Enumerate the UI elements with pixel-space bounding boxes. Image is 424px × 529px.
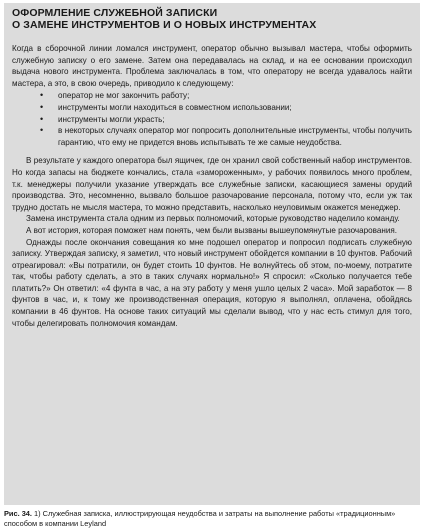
paragraph-story: Однажды после окончания совещания ко мне подошел оператор и попросил подписать служебную записку. Утверждая записку, я заметил, что новый инструмент обойдется компании в 10 фунтов. Рабочий отреагировал: «Вы потратили, он будет стоить 10 фунтов. Не волнуйтесь об этом, по-моему, потратите так, чтобы работу сделать, а это в таких случаях нормально!» Я спросил: «Сколько получается тебе платить?» Он ответил: «4 фунта в час, а на эту работу у меня ушло целых 2 часа». Мой заработок — 8 фунтов в час, и, к тому же производственная операция, которую я выполнял, оплачена, обойдясь компании в 46 фунтов. На основе таких ситуаций мы сделали вывод, что у нас есть стимул для того, чтобы делегировать полномочия командам. — [12, 237, 412, 328]
bullet-item: • инструменты могли украсть; — [40, 114, 412, 126]
paragraph-result: В результате у каждого оператора был ящичек, где он хранил свой собственный набор инструментов. Но когда запасы на бюджете кончались, стала «замороженным», у рабочих появилось много проблем, т.к. менеджеры получили указание утверждать все служебные записки, касающиеся замены орудий производства. Это, несомненно, вызвало большое разочарование персонала, потому что, если уж так трудно достать не мысля мастера, то можно представить, насколько неуловимым окажется менеджер. — [12, 156, 412, 212]
paragraph-story-intro: А вот история, которая поможет нам понять, чем были вызваны вышеупомянутые разочарования. — [26, 225, 397, 235]
caption-text: 1) Служебная записка, иллюстрирующая неудобства и затраты на выполнение работы «традиционным» способом в компании Leyland — [4, 509, 396, 528]
sidebar-box — [4, 3, 420, 505]
bullet-list — [12, 90, 412, 148]
figure-caption — [4, 509, 420, 528]
bullet-item: • оператор не мог закончить работу; — [40, 90, 412, 102]
box-heading — [12, 7, 412, 31]
bullet-item: • в некоторых случаях оператор мог попросить дополнительные инструменты, чтобы получить гарантию, что ему не придется вновь испытывать те же самые неудобства. — [40, 125, 412, 148]
heading-line-2: О ЗАМЕНЕ ИНСТРУМЕНТОВ И О НОВЫХ ИНСТРУМЕНТАХ — [12, 19, 317, 31]
heading-line-1: ОФОРМЛЕНИЕ СЛУЖЕБНОЙ ЗАПИСКИ — [12, 7, 218, 19]
bullet-item: • инструменты могли находиться в совместном использовании; — [40, 102, 412, 114]
paragraph-delegation: Замена инструмента стала одним из первых полномочий, которые руководство наделило команду. — [26, 214, 400, 224]
caption-label: Рис. 34. — [4, 509, 32, 518]
box-body — [12, 43, 412, 329]
paragraph-intro: Когда в сборочной линии ломался инструмент, оператор обычно вызывал мастера, чтобы оформить служебную записку о его замене. Затем она передавалась на склад, и на ее основании происходил выдача нового инструмента. Проблема заключалась в том, что оператору не всегда удавалось найти мастера, а это, в свою очередь, приводило к следующему: — [12, 44, 412, 88]
